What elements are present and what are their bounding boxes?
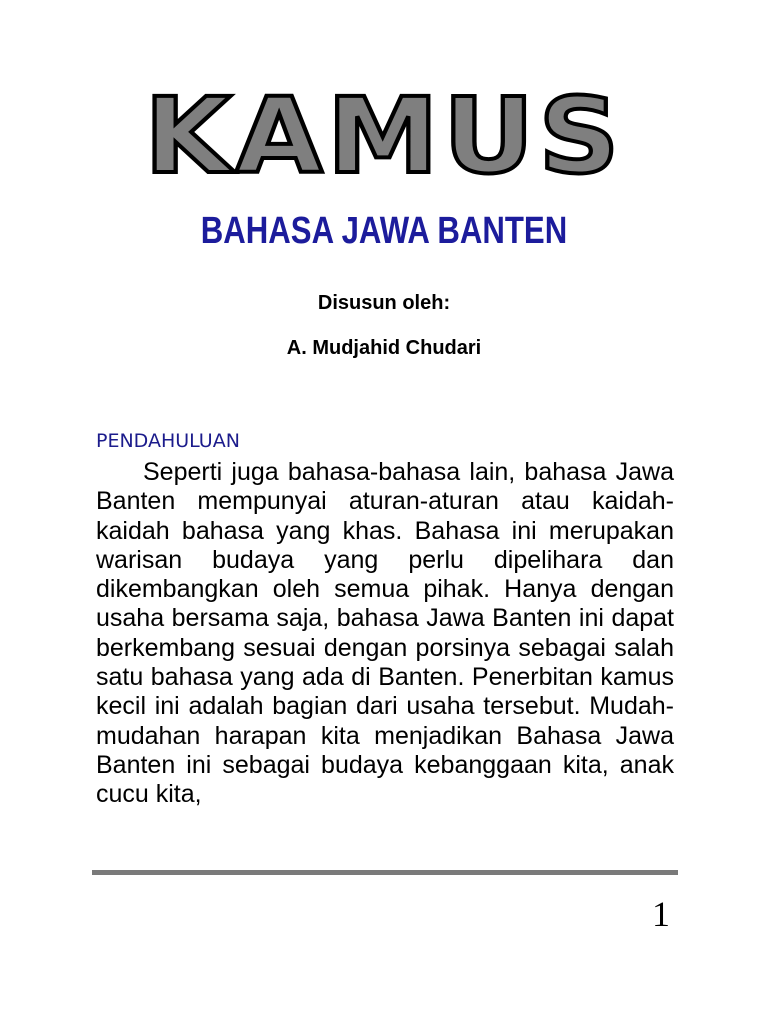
page-number: 1 (652, 894, 670, 934)
document-title: KAMUS (144, 75, 624, 197)
author-name: A. Mudjahid Chudari (286, 337, 482, 359)
section-heading: PENDAHULUAN (96, 430, 240, 452)
compiled-by-label: Disusun oleh: (317, 292, 451, 314)
footer-divider (92, 870, 678, 875)
intro-paragraph: Seperti juga bahasa-bahasa lain, bahasa Jawa Banten mempunyai aturan-aturan atau kaidah-kaidah bahasa yang khas. Bahasa ini merupakan warisan budaya yang perlu dipelihara dan dikembangkan oleh semua pihak. Hanya dengan usaha bersama saja, bahasa Jawa Banten ini dapat berkembang sesuai dengan porsinya sebagai salah satu bahasa yang ada di Banten. Penerbitan kamus kecil ini adalah bagian dari usaha tersebut. Mudah-mudahan harapan kita menjadikan Bahasa Jawa Banten ini sebagai budaya kebanggaan kita, anak cucu kita, (96, 458, 674, 809)
document-subtitle: BAHASA JAWA BANTEN (200, 210, 568, 252)
